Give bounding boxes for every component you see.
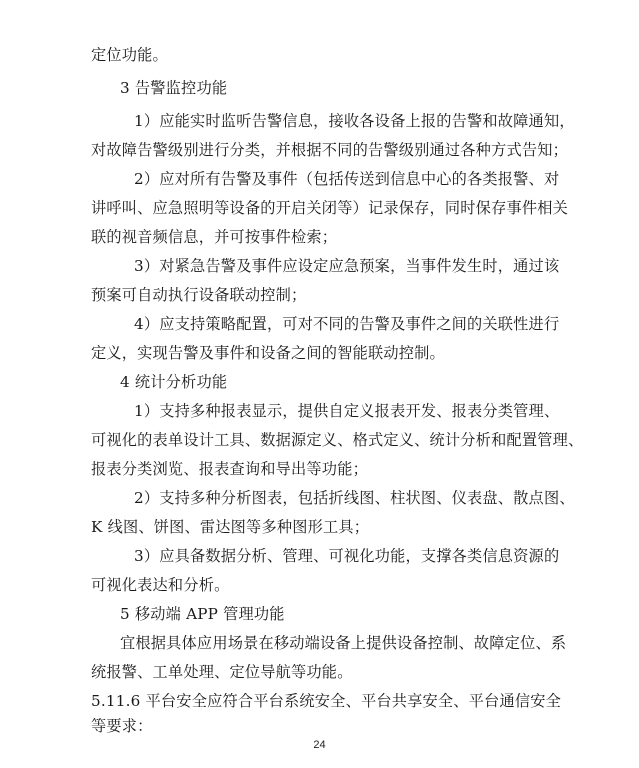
text-line: 2）支持多种分析图表，包括折线图、柱状图、仪表盘、散点图、 xyxy=(134,489,575,507)
text-line: 2）应对所有告警及事件（包括传送到信息中心的各类报警、对 xyxy=(134,170,560,188)
text-line: 对故障告警级别进行分类，并根据不同的告警级别通过各种方式告知； xyxy=(91,141,569,159)
text-line: 统报警、工单处理、定位导航等功能。 xyxy=(91,663,353,681)
text-line: 等要求： xyxy=(91,717,153,735)
section-heading-statistics: 4 统计分析功能 xyxy=(120,373,228,391)
text-line: 定位功能。 xyxy=(91,46,168,64)
text-line: K 线图、饼图、雷达图等多种图形工具； xyxy=(91,518,370,536)
text-line: 预案可自动执行设备联动控制； xyxy=(91,286,307,304)
text-line: 3）应具备数据分析、管理、可视化功能，支撑各类信息资源的 xyxy=(134,547,560,565)
text-line: 3）对紧急告警及事件应设定应急预案，当事件发生时，通过该 xyxy=(134,257,560,275)
section-heading-alarm-monitoring: 3 告警监控功能 xyxy=(120,79,228,97)
clause-5-11-6: 5.11.6 平台安全应符合平台系统安全、平台共享安全、平台通信安全 xyxy=(91,692,561,710)
text-line: 4）应支持策略配置，可对不同的告警及事件之间的关联性进行 xyxy=(134,315,560,333)
page-number: 24 xyxy=(313,739,326,751)
text-line: 1）应能实时监听告警信息，接收各设备上报的告警和故障通知， xyxy=(134,112,575,130)
text-line: 讲呼叫、应急照明等设备的开启关闭等）记录保存，同时保存事件相关 xyxy=(91,199,569,217)
text-line: 报表分类浏览、报表查询和导出等功能； xyxy=(91,460,368,478)
text-line: 可视化的表单设计工具、数据源定义、格式定义、统计分析和配置管理、 xyxy=(91,431,584,449)
text-line: 定义，实现告警及事件和设备之间的智能联动控制。 xyxy=(91,344,445,362)
text-line: 1）支持多种报表显示，提供自定义报表开发、报表分类管理、 xyxy=(134,402,560,420)
text-line: 联的视音频信息，并可按事件检索； xyxy=(91,228,338,246)
section-heading-mobile-app: 5 移动端 APP 管理功能 xyxy=(120,605,285,623)
text-line: 可视化表达和分析。 xyxy=(91,576,230,594)
text-line: 宜根据具体应用场景在移动端设备上提供设备控制、故障定位、系 xyxy=(120,634,567,652)
